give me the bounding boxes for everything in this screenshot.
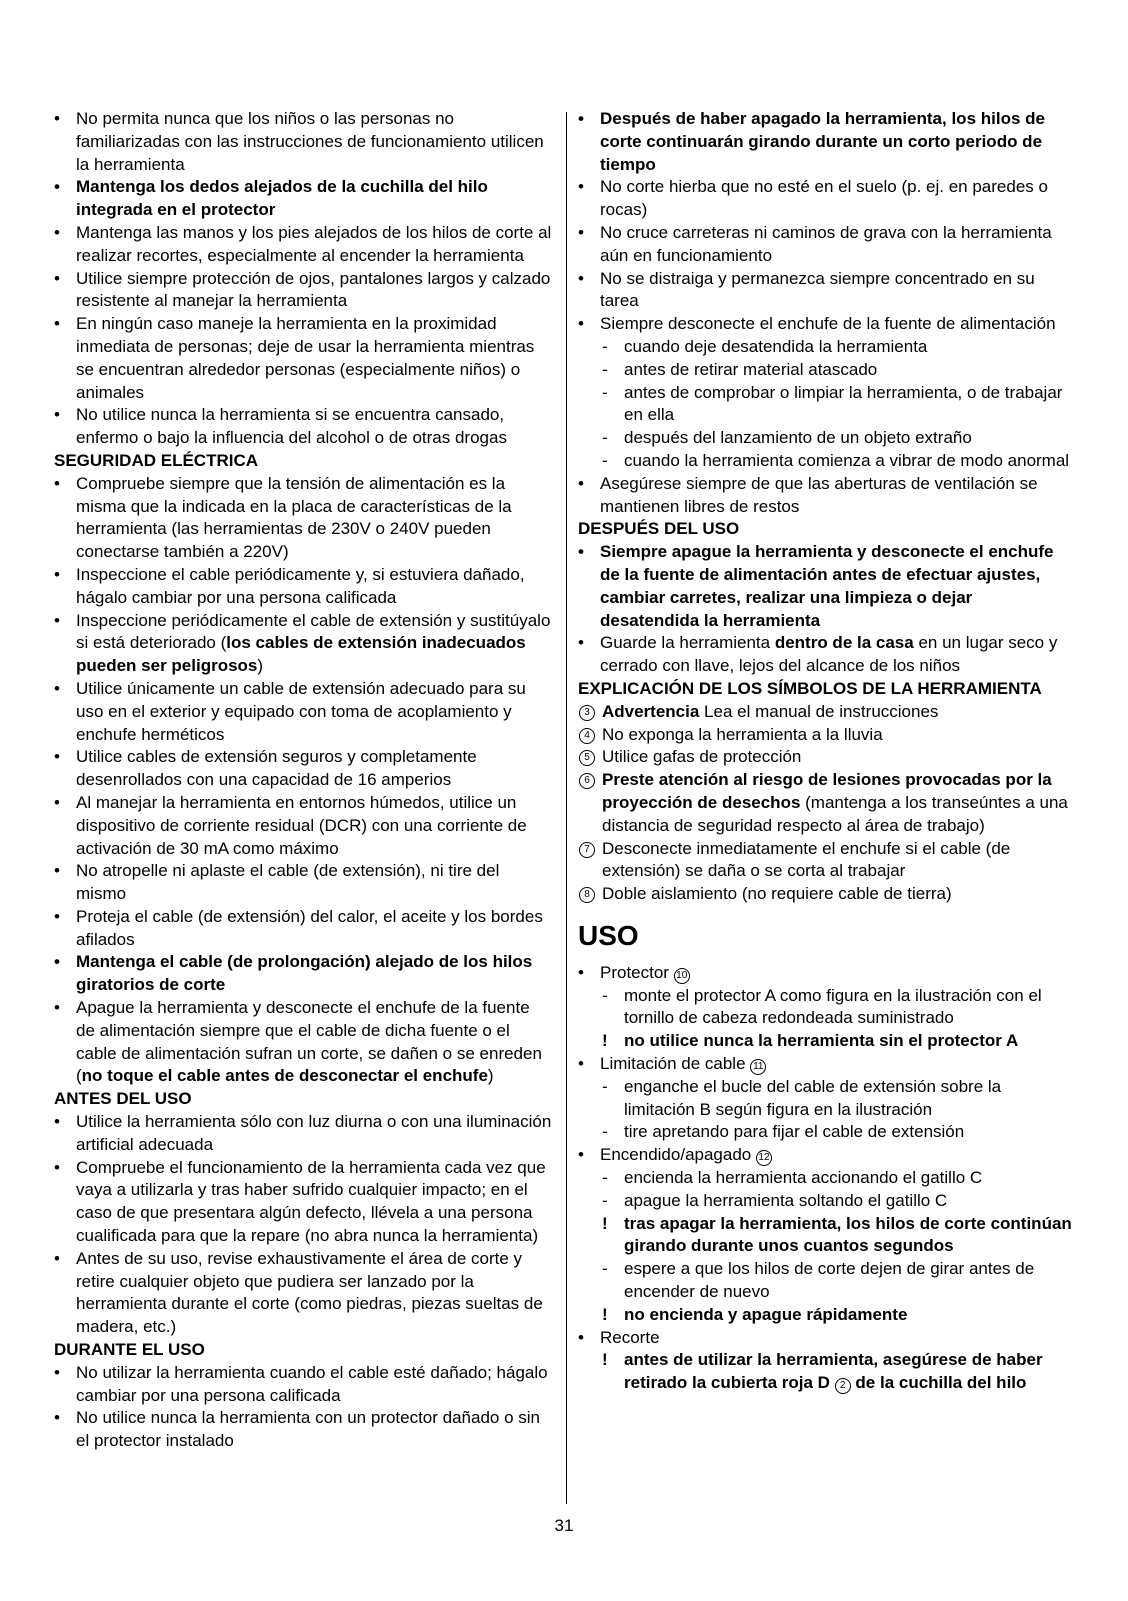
symbol-number-icon: 4: [579, 728, 595, 744]
symbol-item: 5 Utilice gafas de protección: [578, 746, 1074, 769]
sub-list-item: - encienda la herramienta accionando el gatillo C: [602, 1168, 983, 1188]
warning-item: ! tras apagar la herramienta, los hilos de corte continúan girando durante unos cuantos segundos: [602, 1213, 1072, 1256]
right-column: [578, 108, 1074, 1395]
sub-list-item: - cuando deje desatendida la herramienta: [602, 336, 928, 356]
list-item: • Utilice cables de extensión seguros y completamente desenrollados con una capacidad de 16 amperios: [54, 747, 477, 790]
list-item: • No utilice nunca la herramienta con un protector dañado o sin el protector instalado: [54, 1408, 541, 1451]
warning-item: ! no encienda y apague rápidamente: [578, 1304, 1074, 1327]
sub-list-item: - cuando la herramienta comienza a vibrar de modo anormal: [602, 450, 1070, 470]
list-item: • Siempre desconecte el enchufe de la fuente de alimentación: [578, 314, 1056, 334]
sub-list-item: - después del lanzamiento de un objeto extraño: [602, 428, 972, 448]
sub-list-item: - monte el protector A como figura en la ilustración con el tornillo de cabeza redondeada suministrado: [602, 985, 1042, 1028]
list-item: • Limitación de cable 11: [578, 1053, 1074, 1076]
list-item: • Compruebe siempre que la tensión de alimentación es la misma que la indicada en la placa de características de la herramienta (las herramientas de 230V o 240V pueden conectarse también a 220V): [54, 473, 512, 562]
list-item: • Inspeccione periódicamente el cable de extensión y sustitúyalo si está deteriorado (los cables de extensión inadecuados pueden ser peligrosos): [54, 610, 551, 676]
section-heading-antes-del-uso: ANTES DEL USO: [54, 1089, 192, 1109]
symbol-item: 3 Advertencia Lea el manual de instrucciones: [578, 701, 1074, 724]
list-item: • Guarde la herramienta dentro de la casa en un lugar seco y cerrado con llave, lejos del alcance de los niños: [578, 633, 1058, 676]
symbol-item: 6 Preste atención al riesgo de lesiones provocadas por la proyección de desechos (mantenga a los transeúntes a una distancia de seguridad respecto al área de trabajo): [578, 769, 1074, 837]
list-item: • No utilizar la herramienta cuando el cable esté dañado; hágalo cambiar por una persona calificada: [54, 1362, 548, 1405]
list-item: • Al manejar la herramienta en entornos húmedos, utilice un dispositivo de corriente residual (DCR) con una corriente de activación de 30 mA como máximo: [54, 792, 527, 858]
figure-reference-icon: 11: [750, 1059, 766, 1075]
list-item: • Mantenga los dedos alejados de la cuchilla del hilo integrada en el protector: [54, 177, 488, 220]
list-item: • Mantenga las manos y los pies alejados de los hilos de corte al realizar recortes, especialmente al encender la herramienta: [54, 222, 552, 265]
symbol-number-icon: 6: [579, 773, 595, 789]
list-item: • Mantenga el cable (de prolongación) alejado de los hilos giratorios de corte: [54, 952, 533, 995]
section-title-uso: USO: [578, 919, 639, 951]
sub-list-item: - antes de retirar material atascado: [602, 359, 878, 379]
symbol-number-icon: 8: [579, 887, 595, 903]
sub-list-item: - antes de comprobar o limpiar la herramienta, o de trabajar en ella: [602, 382, 1063, 425]
warning-icon: !: [602, 1031, 608, 1051]
symbol-number-icon: 5: [579, 750, 595, 766]
list-item: • Compruebe el funcionamiento de la herramienta cada vez que vaya a utilizarla y tras haber sufrido cualquier impacto; en el caso de que presentara algún defecto, llévela a una persona cualificada para que la repare (no abra nunca la herramienta): [54, 1157, 546, 1246]
section-heading-durante-el-uso: DURANTE EL USO: [54, 1340, 205, 1360]
list-item: • Apague la herramienta y desconecte el enchufe de la fuente de alimentación siempre que el cable de dicha fuente o el cable de alimentación sufran un corte, se dañen o se enreden (no toque el cable antes de desconectar el enchufe): [54, 998, 542, 1086]
list-item: • Recorte: [578, 1327, 660, 1347]
list-item: • Después de haber apagado la herramienta, los hilos de corte continuarán girando durante un corto periodo de tiempo: [578, 109, 1045, 174]
list-item: • Encendido/apagado 12: [578, 1144, 1074, 1167]
list-item: • Protector 10: [578, 962, 1074, 985]
sub-list-item: - apague la herramienta soltando el gatillo C: [602, 1190, 948, 1210]
section-heading-despues-del-uso: DESPUÉS DEL USO: [578, 519, 740, 539]
list-item: • Asegúrese siempre de que las aberturas de ventilación se mantienen libres de restos: [578, 473, 1038, 516]
figure-reference-icon: 12: [756, 1150, 772, 1166]
list-item: • Antes de su uso, revise exhaustivamente el área de corte y retire cualquier objeto que pudiera ser lanzado por la herramienta durante el corte (como piedras, piezas sueltas de madera, etc.): [54, 1248, 543, 1337]
figure-reference-icon: 2: [835, 1378, 851, 1394]
warning-icon: !: [602, 1304, 608, 1324]
list-item: • Utilice siempre protección de ojos, pantalones largos y calzado resistente al manejar la herramienta: [54, 268, 551, 311]
list-item: • No corte hierba que no esté en el suelo (p. ej. en paredes o rocas): [578, 177, 1048, 220]
list-item: • No se distraiga y permanezca siempre concentrado en su tarea: [578, 268, 1035, 311]
list-item: • En ningún caso maneje la herramienta en la proximidad inmediata de personas; deje de usar la herramienta mientras se encuentran alrededor personas (especialmente niños) o animales: [54, 314, 535, 402]
list-item: • Utilice la herramienta sólo con luz diurna o con una iluminación artificial adecuada: [54, 1112, 552, 1154]
list-item: • Proteja el cable (de extensión) del calor, el aceite y los bordes afilados: [54, 906, 543, 949]
sub-list-item: - enganche el bucle del cable de extensión sobre la limitación B según figura en la ilustración: [602, 1076, 1002, 1119]
list-item: • No utilice nunca la herramienta si se encuentra cansado, enfermo o bajo la influencia del alcohol o de otras drogas: [54, 405, 507, 448]
list-item: • Siempre apague la herramienta y desconecte el enchufe de la fuente de alimentación antes de efectuar ajustes, cambiar carretes, realizar una limpieza o dejar desatendida la herramienta: [578, 542, 1054, 630]
section-heading-simbolos: EXPLICACIÓN DE LOS SÍMBOLOS DE LA HERRAMIENTA: [578, 678, 1042, 698]
list-item: • Inspeccione el cable periódicamente y, si estuviera dañado, hágalo cambiar por una persona calificada: [54, 564, 525, 607]
section-heading-seguridad-electrica: SEGURIDAD ELÉCTRICA: [54, 450, 259, 470]
symbol-item: 4 No exponga la herramienta a la lluvia: [578, 724, 1074, 747]
symbol-number-icon: 3: [579, 705, 595, 721]
symbol-item: 7 Desconecte inmediatamente el enchufe si el cable (de extensión) se daña o se corta al trabajar: [578, 838, 1074, 884]
list-item: • No atropelle ni aplaste el cable (de extensión), ni tire del mismo: [54, 861, 500, 904]
page-number: 31: [554, 1516, 574, 1535]
left-column: [54, 108, 552, 1453]
warning-icon: !: [602, 1350, 608, 1370]
figure-reference-icon: 10: [674, 968, 690, 984]
list-item: • No permita nunca que los niños o las personas no familiarizadas con las instrucciones de funcionamiento utilicen la herramienta: [54, 109, 544, 174]
sub-list-item: - espere a que los hilos de corte dejen de girar antes de encender de nuevo: [602, 1259, 1035, 1302]
sub-list-item: - tire apretando para fijar el cable de extensión: [602, 1122, 965, 1142]
list-item: • No cruce carreteras ni caminos de grava con la herramienta aún en funcionamiento: [578, 222, 1052, 265]
symbol-item: 8 Doble aislamiento (no requiere cable de tierra): [578, 883, 1074, 906]
list-item: • Utilice únicamente un cable de extensión adecuado para su uso en el exterior y equipado con toma de acoplamiento y enchufe herméticos: [54, 678, 526, 744]
warning-item: ! no utilice nunca la herramienta sin el protector A: [578, 1030, 1074, 1053]
symbol-number-icon: 7: [579, 842, 595, 858]
warning-item: ! antes de utilizar la herramienta, asegúrese de haber retirado la cubierta roja D 2 de la cuchilla del hilo: [602, 1350, 1043, 1393]
column-divider: [566, 112, 567, 1504]
warning-icon: !: [602, 1213, 608, 1233]
